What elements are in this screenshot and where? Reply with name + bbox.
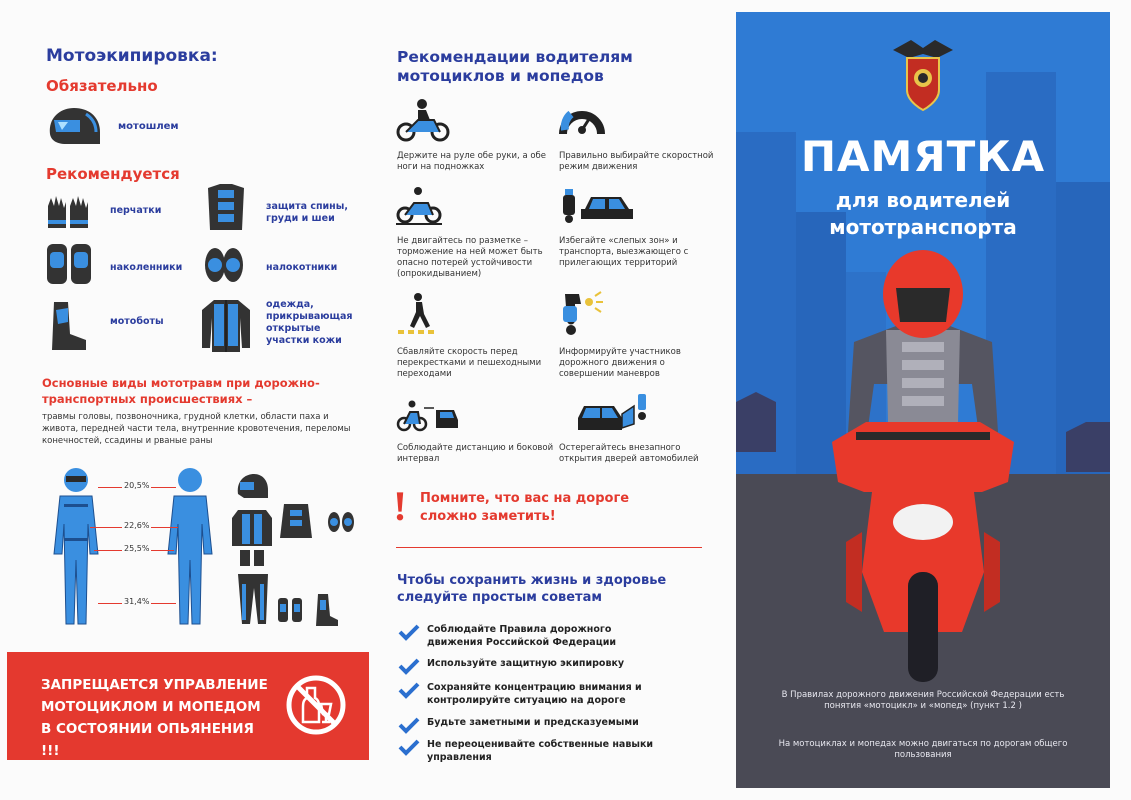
- tip-text: Держите на руле обе руки, а обе ноги на подножках: [397, 151, 547, 172]
- divider: [396, 547, 702, 548]
- pct-abdomen: 25,5%: [124, 544, 150, 553]
- helmet-label: мотошлем: [118, 121, 179, 132]
- knee-pads-label: наколенники: [110, 262, 183, 273]
- tip-text: Информируйте участников дорожного движения о совершении маневров: [559, 347, 681, 379]
- ban-text: ЗАПРЕЩАЕТСЯ УПРАВЛЕНИЕ МОТОЦИКЛОМ И МОПЕДОМ В СОСТОЯНИИ ОПЬЯНЕНИЯ !!!: [41, 677, 268, 759]
- tip-text: Избегайте «слепых зон» и транспорта, выезжающего с прилегающих территорий: [559, 236, 689, 268]
- advice-text: Соблюдайте Правила дорожного движения Российской Федерации: [427, 624, 617, 648]
- pct-head: 20,5%: [124, 481, 150, 490]
- injury-text: травмы головы, позвоночника, грудной клетки, области паха и живота, передней части тела, внутренние кровотечения, переломы конечностей, ссадины и рваные раны: [42, 412, 351, 446]
- checkmark-icon: [398, 738, 420, 756]
- car-door-icon: [574, 390, 652, 434]
- warning-text: Помните, что вас на дороге сложно заметить!: [420, 491, 630, 524]
- advice-text: Не переоценивайте собственные навыки управления: [427, 739, 654, 763]
- tip-text: Не двигайтесь по разметке – торможение на ней может быть опасно потерей устойчивости (опрокидыванием): [397, 236, 543, 279]
- injury-title: Основные виды мототравм при дорожно-транспортных происшествиях –: [42, 376, 320, 406]
- elbow-pads-label: налокотники: [266, 262, 338, 273]
- cover-note-definitions: В Правилах дорожного движения Российской Федерации есть понятия «мотоцикл» и «мопед» (пункт 1.2 ): [781, 690, 1065, 711]
- rider-front-figure: [54, 468, 98, 624]
- cover-subtitle-line2: мототранспорта: [829, 215, 1017, 239]
- checkmark-icon: [398, 681, 420, 699]
- pct-chest: 22,6%: [124, 521, 150, 530]
- tip-text: Правильно выбирайте скоростной режим движения: [559, 151, 714, 172]
- helmet-icon: [46, 104, 102, 148]
- jacket-icon: [200, 296, 252, 354]
- recommendations-title: Рекомендации водителям мотоциклов и мопедов: [397, 48, 633, 85]
- exclamation-icon: [396, 487, 404, 525]
- cover-subtitle: [736, 187, 1110, 241]
- tip-text: Сбавляйте скорость перед перекрестками и пешеходными переходами: [397, 347, 542, 379]
- gloves-label: перчатки: [110, 205, 162, 216]
- rider-back-figure: [168, 468, 212, 624]
- equipment-title: Мотоэкипировка:: [46, 46, 218, 66]
- blind-spot-icon: [559, 187, 637, 225]
- back-protector-label: защита спины, груди и шеи: [266, 201, 348, 224]
- police-emblem-icon: [891, 34, 955, 114]
- equipment-column: [0, 0, 378, 800]
- back-protector-icon: [202, 182, 250, 236]
- ban-banner: [7, 652, 369, 760]
- pct-limbs: 31,4%: [124, 597, 150, 606]
- checkmark-icon: [398, 657, 420, 675]
- knee-pads-icon: [44, 240, 94, 288]
- jacket-label: одежда, прикрывающая открытые участки кожи: [266, 299, 353, 346]
- cover-note-roads: На мотоциклах и мопедах можно двигаться по дорогам общего пользования: [778, 739, 1068, 760]
- recommended-label: Рекомендуется: [46, 165, 180, 183]
- advice-title: Чтобы сохранить жизнь и здоровье следуйте простым советам: [397, 573, 667, 605]
- cover-subtitle-line1: для водителей: [835, 188, 1011, 212]
- gloves-icon: [44, 192, 92, 232]
- advice-text: Используйте защитную экипировку: [427, 658, 625, 669]
- advice-text: Будьте заметными и предсказуемыми: [427, 717, 639, 728]
- tip-text: Соблюдайте дистанцию и боковой интервал: [397, 443, 554, 464]
- motorcyclist-icon: [396, 98, 450, 142]
- pedestrian-crossing-icon: [396, 292, 442, 334]
- boots-icon: [46, 300, 90, 352]
- tip-text: Остерегайтесь внезапного открытия дверей автомобилей: [559, 443, 699, 464]
- checkmark-icon: [398, 716, 420, 734]
- motorcyclist-illustration: [736, 12, 1110, 788]
- checkmark-icon: [398, 623, 420, 641]
- recommendations-column: [378, 0, 734, 800]
- cover-panel: [736, 12, 1110, 788]
- turn-signal-icon: [559, 290, 605, 336]
- distance-icon: [396, 398, 458, 432]
- elbow-pads-icon: [202, 243, 246, 287]
- boots-label: мотоботы: [110, 316, 164, 327]
- cover-title: ПАМЯТКА: [800, 132, 1046, 181]
- motorcycle-marking-icon: [396, 185, 442, 225]
- rider-figures-illustration: [40, 464, 380, 632]
- required-label: Обязательно: [46, 77, 158, 95]
- advice-text: Сохраняйте концентрацию внимания и контролируйте ситуацию на дороге: [427, 682, 642, 706]
- speedometer-icon: [559, 100, 605, 140]
- no-alcohol-icon: [285, 674, 347, 736]
